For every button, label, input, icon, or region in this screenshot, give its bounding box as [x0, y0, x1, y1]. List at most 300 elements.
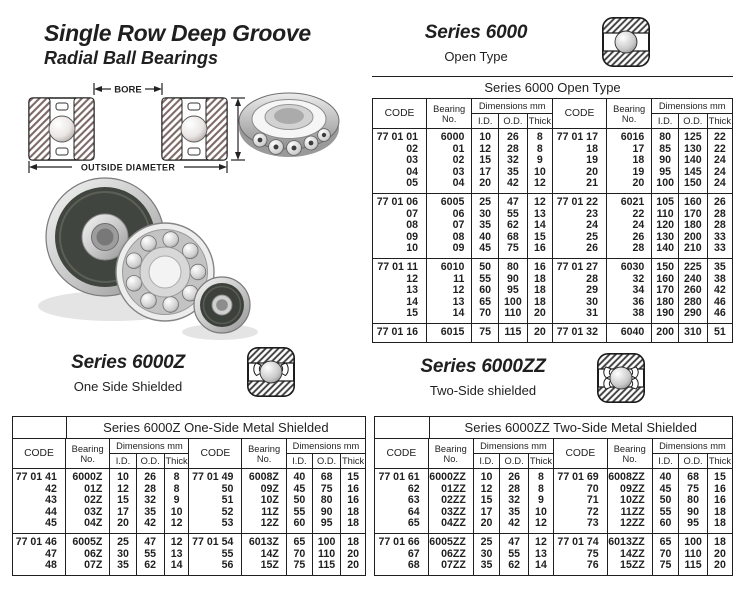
dimension-cell: 18	[527, 274, 552, 286]
dimension-cell: 280	[678, 297, 707, 309]
dimension-cell: 180	[652, 297, 679, 309]
bearing-no-cell: 03ZZ	[428, 507, 473, 519]
dimension-cell: 160	[678, 193, 707, 208]
dimension-cell: 32	[498, 155, 527, 167]
dimension-cell: 180	[678, 220, 707, 232]
dimension-cell: 24	[707, 178, 732, 193]
dimension-cell: 8	[528, 469, 553, 484]
dimension-cell: 190	[652, 308, 679, 323]
dimension-cell: 80	[679, 495, 708, 507]
dimension-cell: 40	[286, 469, 312, 484]
cage-mark	[56, 148, 68, 155]
table-row	[373, 297, 733, 309]
dimension-cell: 12	[528, 533, 553, 548]
table-title-bar	[12, 416, 366, 438]
dimension-cell: 100	[312, 533, 340, 548]
code-cell: 31	[552, 308, 606, 323]
cage-mark	[188, 148, 200, 155]
dimension-cell: 140	[652, 243, 679, 258]
column-header-thick: Thick	[527, 114, 552, 129]
bearing-no-cell: 6013Z	[242, 533, 286, 548]
bearing-no-cell: 06ZZ	[428, 549, 473, 561]
column-header-dimensions: Dimensions mm	[472, 99, 553, 114]
table-header	[373, 99, 733, 129]
dimension-cell: 95	[312, 518, 340, 533]
code-cell: 77 01 49	[189, 469, 242, 484]
dimension-cell: 32	[136, 495, 164, 507]
dimension-cell: 130	[652, 232, 679, 244]
dimension-cell: 110	[312, 549, 340, 561]
left-inner-ring-hatch	[74, 98, 94, 160]
dimension-cell: 68	[312, 469, 340, 484]
table-row	[373, 193, 733, 208]
bearing-no-cell: 01ZZ	[428, 484, 473, 496]
ball	[49, 116, 75, 142]
dimension-cell: 50	[472, 258, 499, 273]
table-header	[375, 439, 733, 469]
column-header-dimensions: Dimensions mm	[473, 439, 553, 454]
bearing-no-cell: 07	[427, 220, 472, 232]
column-header-bearing-no: Bearing No.	[606, 99, 651, 129]
table-row	[375, 469, 733, 484]
dimension-cell: 9	[528, 495, 553, 507]
right-outer-ring-hatch	[206, 98, 227, 160]
dimension-cell: 80	[652, 129, 679, 144]
dimension-cell: 20	[341, 549, 366, 561]
code-cell: 77 01 54	[189, 533, 242, 548]
column-header-code: CODE	[13, 439, 66, 469]
table-row	[375, 484, 733, 496]
code-cell: 77 01 27	[552, 258, 606, 273]
dimension-cell: 110	[679, 549, 708, 561]
dimension-cell: 12	[473, 484, 499, 496]
series-6000zz-table	[374, 416, 733, 576]
dimension-cell: 35	[707, 258, 732, 273]
dimension-cell: 115	[679, 560, 708, 575]
bearing-no-cell: 04	[427, 178, 472, 193]
dimension-cell: 310	[678, 323, 707, 342]
table-row	[375, 533, 733, 548]
bore-label: BORE	[114, 84, 142, 96]
bearing-no-cell: 02ZZ	[428, 495, 473, 507]
dimension-cell: 10	[473, 469, 499, 484]
dimension-cell: 30	[473, 549, 499, 561]
dimension-cell: 18	[341, 533, 366, 548]
dimension-cell: 51	[707, 323, 732, 342]
code-cell: 76	[553, 560, 607, 575]
code-cell: 64	[375, 507, 429, 519]
bearing-no-cell: 11ZZ	[607, 507, 652, 519]
code-cell: 21	[552, 178, 606, 193]
column-header-thick: Thick	[707, 454, 732, 469]
dimension-cell: 10	[164, 507, 189, 519]
dimension-cell: 8	[164, 484, 189, 496]
table-row-group	[373, 193, 733, 258]
dimension-cell: 42	[136, 518, 164, 533]
column-header-thick: Thick	[341, 454, 366, 469]
dimension-cell: 18	[707, 507, 732, 519]
dimension-cell: 150	[678, 178, 707, 193]
series-6000z-heading: Series 6000Z	[71, 352, 185, 373]
dimension-cell: 10	[472, 129, 499, 144]
bearing-no-cell: 15Z	[242, 560, 286, 575]
bearing-no-cell: 17	[606, 144, 651, 156]
column-header-bearing-no: Bearing No.	[607, 439, 652, 469]
code-cell: 65	[375, 518, 429, 533]
dimension-cell: 47	[500, 533, 529, 548]
code-cell: 52	[189, 507, 242, 519]
table-row-group	[375, 533, 733, 575]
dimension-cell: 20	[707, 560, 732, 575]
column-header-code: CODE	[373, 99, 427, 129]
code-cell: 77 01 61	[375, 469, 429, 484]
table-body-host	[372, 98, 733, 343]
code-cell: 05	[373, 178, 427, 193]
arrowhead	[154, 86, 162, 92]
bearing-no-cell: 10Z	[242, 495, 286, 507]
column-header-id: I.D.	[652, 454, 678, 469]
dimension-cell: 22	[707, 144, 732, 156]
dimension-cell: 90	[652, 155, 679, 167]
dimension-cell: 22	[707, 129, 732, 144]
bearing-no-cell: 6000ZZ	[428, 469, 473, 484]
title-spacer	[13, 417, 67, 438]
code-cell: 77 01 69	[553, 469, 607, 484]
dimension-cell: 8	[527, 129, 552, 144]
code-cell: 18	[552, 144, 606, 156]
dimension-cell: 45	[286, 484, 312, 496]
dimension-cell: 68	[679, 469, 708, 484]
dimension-cell: 55	[286, 507, 312, 519]
bearing-no-cell: 03Z	[65, 507, 109, 519]
dimension-cell: 26	[498, 129, 527, 144]
table-row	[373, 144, 733, 156]
dimension-cell: 14	[164, 560, 189, 575]
dimension-cell: 26	[707, 193, 732, 208]
dimension-cell: 16	[341, 484, 366, 496]
dimension-cell: 260	[678, 285, 707, 297]
dimension-cell: 25	[110, 533, 136, 548]
bearing-no-cell: 6015	[427, 323, 472, 342]
dimension-cell: 17	[472, 167, 499, 179]
dimension-cell: 55	[500, 549, 529, 561]
bearing-no-cell: 34	[606, 285, 651, 297]
table-body-host	[374, 438, 733, 576]
bearing-no-cell: 06	[427, 209, 472, 221]
bearing-no-cell: 12ZZ	[607, 518, 652, 533]
code-cell: 13	[373, 285, 427, 297]
dimension-cell: 75	[312, 484, 340, 496]
dimension-cell: 47	[136, 533, 164, 548]
bearing-no-cell: 02	[427, 155, 472, 167]
dimension-cell: 170	[678, 209, 707, 221]
code-cell: 15	[373, 308, 427, 323]
table-row	[13, 469, 366, 484]
table-row-group	[375, 469, 733, 534]
dimension-cell: 45	[652, 484, 678, 496]
dimension-cell: 62	[498, 220, 527, 232]
code-cell: 09	[373, 232, 427, 244]
column-header-id: I.D.	[286, 454, 312, 469]
dimension-cell: 25	[472, 193, 499, 208]
dimension-cell: 42	[498, 178, 527, 193]
code-cell: 73	[553, 518, 607, 533]
dimension-cell: 120	[652, 220, 679, 232]
dimension-cell: 100	[679, 533, 708, 548]
bearing-no-cell: 02Z	[65, 495, 109, 507]
dimension-cell: 13	[527, 209, 552, 221]
dimension-cell: 28	[707, 220, 732, 232]
bearing-no-cell: 12	[427, 285, 472, 297]
dimension-cell: 13	[528, 549, 553, 561]
bearing-no-cell: 14	[427, 308, 472, 323]
column-header-id: I.D.	[652, 114, 679, 129]
bearing-no-cell: 01	[427, 144, 472, 156]
dimension-cell: 15	[341, 469, 366, 484]
code-cell: 42	[13, 484, 66, 496]
series-6000z-heading-block	[48, 352, 208, 394]
bearing-bore	[274, 108, 304, 124]
code-cell: 03	[373, 155, 427, 167]
dimension-cell: 105	[652, 193, 679, 208]
dimension-cell: 12	[527, 193, 552, 208]
dimension-cell: 9	[164, 495, 189, 507]
dimension-cell: 12	[164, 533, 189, 548]
dimension-cell: 12	[527, 178, 552, 193]
dimension-cell: 10	[527, 167, 552, 179]
table-title: Series 6000ZZ Two-Side Metal Shielded	[464, 420, 697, 435]
code-cell: 04	[373, 167, 427, 179]
dimension-cell: 38	[707, 274, 732, 286]
dimension-cell: 90	[498, 274, 527, 286]
series-6000-heading-block	[396, 22, 556, 64]
title-spacer	[375, 417, 430, 438]
dimension-cell: 95	[498, 285, 527, 297]
bearing-dimension-table	[372, 98, 733, 343]
dimension-cell: 68	[498, 232, 527, 244]
column-header-dimensions: Dimensions mm	[652, 99, 733, 114]
dimension-cell: 20	[341, 560, 366, 575]
table-row	[375, 507, 733, 519]
dimension-cell: 14	[528, 560, 553, 575]
bearing-no-cell: 03	[427, 167, 472, 179]
dimension-cell: 17	[473, 507, 499, 519]
table-row	[373, 323, 733, 342]
code-cell: 14	[373, 297, 427, 309]
column-header-bearing-no: Bearing No.	[65, 439, 109, 469]
series-6000zz-heading: Series 6000ZZ	[420, 356, 546, 377]
bearing-no-cell: 01Z	[65, 484, 109, 496]
code-cell: 75	[553, 549, 607, 561]
table-row	[373, 155, 733, 167]
dimension-cell: 18	[341, 518, 366, 533]
table-row	[375, 495, 733, 507]
dimension-cell: 10	[528, 507, 553, 519]
code-cell: 45	[13, 518, 66, 533]
code-cell: 77 01 17	[552, 129, 606, 144]
dimension-cell: 12	[164, 518, 189, 533]
dimension-cell: 32	[500, 495, 529, 507]
dimension-cell: 110	[498, 308, 527, 323]
table-title: Series 6000Z One-Side Metal Shielded	[103, 420, 329, 435]
dimension-cell: 35	[473, 560, 499, 575]
code-cell: 25	[552, 232, 606, 244]
column-header-id: I.D.	[473, 454, 499, 469]
column-header-od: O.D.	[679, 454, 708, 469]
column-header-code: CODE	[552, 99, 606, 129]
dimension-cell: 28	[136, 484, 164, 496]
bearing-no-cell: 20	[606, 178, 651, 193]
dimension-cell: 85	[652, 144, 679, 156]
code-cell: 26	[552, 243, 606, 258]
code-cell: 29	[552, 285, 606, 297]
dimension-cell: 75	[679, 484, 708, 496]
bearing-no-cell: 38	[606, 308, 651, 323]
dimension-cell: 28	[498, 144, 527, 156]
open-bearing-photo	[234, 88, 344, 166]
column-header-od: O.D.	[136, 454, 164, 469]
bearing-no-cell: 07ZZ	[428, 560, 473, 575]
dimension-cell: 12	[528, 518, 553, 533]
bearing-no-cell: 6005ZZ	[428, 533, 473, 548]
code-cell: 72	[553, 507, 607, 519]
code-cell: 12	[373, 274, 427, 286]
code-cell: 43	[13, 495, 66, 507]
dimension-cell: 65	[652, 533, 678, 548]
table-row	[375, 549, 733, 561]
code-cell: 10	[373, 243, 427, 258]
code-cell: 56	[189, 560, 242, 575]
bearing-no-cell: 36	[606, 297, 651, 309]
bearing-no-cell: 14Z	[242, 549, 286, 561]
bearing-no-cell: 06Z	[65, 549, 109, 561]
dimension-cell: 47	[498, 193, 527, 208]
dimension-cell: 75	[498, 243, 527, 258]
bearing-no-cell: 08	[427, 232, 472, 244]
dimension-cell: 100	[498, 297, 527, 309]
dimension-cell: 40	[652, 469, 678, 484]
bearing-dimension-table	[12, 438, 366, 576]
column-header-bearing-no: Bearing No.	[427, 99, 472, 129]
bearing-no-cell: 6030	[606, 258, 651, 273]
dimension-cell: 20	[473, 518, 499, 533]
code-cell: 77 01 46	[13, 533, 66, 548]
dimension-cell: 170	[652, 285, 679, 297]
table-row-group	[373, 323, 733, 342]
bearing-one-shield-icon	[246, 346, 296, 398]
series-6000zz-subheading: Two-Side shielded	[429, 383, 537, 398]
table-header	[13, 439, 366, 469]
dimension-cell: 16	[341, 495, 366, 507]
dimension-cell: 55	[472, 274, 499, 286]
bearing-no-cell: 04ZZ	[428, 518, 473, 533]
code-cell: 19	[552, 155, 606, 167]
bearing-no-cell: 32	[606, 274, 651, 286]
code-cell: 28	[552, 274, 606, 286]
table-title: Series 6000 Open Type	[372, 76, 733, 98]
code-cell: 02	[373, 144, 427, 156]
column-header-dimensions: Dimensions mm	[652, 439, 732, 454]
column-header-thick: Thick	[528, 454, 553, 469]
column-header-bearing-no: Bearing No.	[428, 439, 473, 469]
dimension-cell: 160	[652, 274, 679, 286]
dimension-cell: 75	[652, 560, 678, 575]
code-cell: 53	[189, 518, 242, 533]
dimension-cell: 15	[527, 232, 552, 244]
dimension-cell: 290	[678, 308, 707, 323]
bearing-no-cell: 6008ZZ	[607, 469, 652, 484]
column-header-thick: Thick	[164, 454, 189, 469]
series-6000-subheading: Open Type	[444, 49, 508, 64]
table-row	[373, 308, 733, 323]
dimension-cell: 12	[472, 144, 499, 156]
dimension-cell: 55	[136, 549, 164, 561]
dimension-cell: 46	[707, 308, 732, 323]
dimension-cell: 70	[286, 549, 312, 561]
dimension-cell: 110	[652, 209, 679, 221]
dimension-cell: 28	[707, 209, 732, 221]
dimension-cell: 16	[527, 243, 552, 258]
right-inner-ring-hatch	[162, 98, 182, 160]
column-header-od: O.D.	[498, 114, 527, 129]
dimension-cell: 20	[527, 308, 552, 323]
bearing-two-shield-icon	[596, 352, 646, 404]
bearing-no-cell: 22	[606, 209, 651, 221]
code-cell: 44	[13, 507, 66, 519]
dimension-cell: 210	[678, 243, 707, 258]
table-row	[373, 209, 733, 221]
dimension-cell: 33	[707, 243, 732, 258]
series-6000-open-table	[372, 76, 733, 343]
bearing-no-cell: 07Z	[65, 560, 109, 575]
dimension-cell: 35	[136, 507, 164, 519]
code-cell: 08	[373, 220, 427, 232]
dimension-cell: 60	[652, 518, 678, 533]
dimension-cell: 20	[527, 323, 552, 342]
dimension-cell: 60	[472, 285, 499, 297]
table-row	[13, 518, 366, 533]
dimension-cell: 150	[652, 258, 679, 273]
table-title-bar	[374, 416, 733, 438]
code-cell: 68	[375, 560, 429, 575]
column-header-bearing-no: Bearing No.	[242, 439, 286, 469]
dimension-cell: 8	[528, 484, 553, 496]
dimension-cell: 70	[652, 549, 678, 561]
dimension-cell: 35	[472, 220, 499, 232]
dimension-cell: 46	[707, 297, 732, 309]
dimension-cell: 18	[707, 518, 732, 533]
dimension-cell: 95	[679, 518, 708, 533]
code-cell: 77 01 22	[552, 193, 606, 208]
column-header-dimensions: Dimensions mm	[110, 439, 189, 454]
table-row	[375, 518, 733, 533]
column-header-code: CODE	[553, 439, 607, 469]
column-header-od: O.D.	[678, 114, 707, 129]
dimension-cell: 65	[472, 297, 499, 309]
code-cell: 63	[375, 495, 429, 507]
dimension-cell: 16	[527, 258, 552, 273]
table-row	[373, 243, 733, 258]
bearing-no-cell: 6013ZZ	[607, 533, 652, 548]
code-cell: 07	[373, 209, 427, 221]
dimension-cell: 55	[652, 507, 678, 519]
bearing-no-cell: 14ZZ	[607, 549, 652, 561]
dimension-cell: 24	[707, 155, 732, 167]
dimension-cell: 75	[472, 323, 499, 342]
dimension-cell: 24	[707, 167, 732, 179]
dimension-cell: 18	[707, 533, 732, 548]
column-header-code: CODE	[375, 439, 429, 469]
